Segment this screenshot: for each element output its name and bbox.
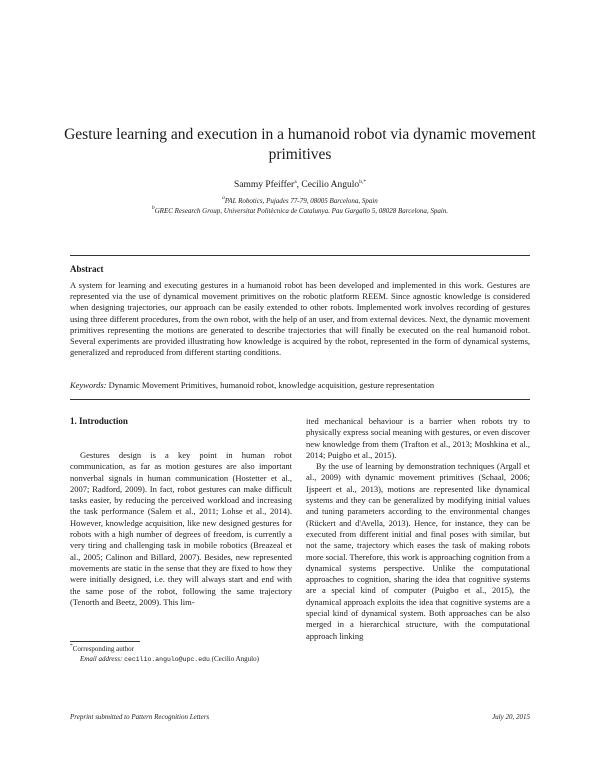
footnote-corresponding: [70, 645, 300, 655]
abstract-top-rule: [70, 255, 530, 256]
left-column: [70, 450, 292, 608]
abstract-bottom-rule: [70, 399, 530, 400]
affiliation-b-mark: b: [151, 205, 155, 211]
intro-paragraph-2: By the use of learning by demonstration techniques (Argall et al., 2009) with dynamic movement primitives (Schaal, 2006; Ijspeert et al., 2013), motions are represented like dynamical systems and they can be generalized by modifying initial values and tuning parameters according to the environmental changes (Rückert and d'Avella, 2013). Hence, for instance, they can be executed from different initial and final poses with similar, but not the same, trajectory which eases the task of making robots more social. Therefore, this work is approaching cognition from a dynamical systems perspective. Unlike the computational approaches to cognition, sharing the idea that cognitive systems are a special kind of computer (Puigbo et al., 2015), the dynamical approach exploits the idea that cognitive systems are a special kind of dynamical system. Both approaches can be also merged in a hierarchical structure, with the computational approach linking: [306, 461, 530, 641]
footnote-email: [80, 655, 310, 665]
footnote-corresponding-text: Corresponding author: [72, 645, 134, 653]
affiliation-a: [0, 197, 600, 205]
affiliation-b-text: GREC Research Group, Universitat Politècnica de Catalunya. Pau Gargallo 5, 08028 Barcelona, Spain.: [154, 207, 449, 215]
author-1: Sammy Pfeiffer: [233, 180, 295, 190]
right-column: [306, 416, 530, 642]
author-2-affil-mark: b,*: [359, 179, 367, 185]
footer-preprint: Preprint submitted to Pattern Recognition Letters: [70, 713, 210, 721]
author-2: Cecilio Angulo: [301, 180, 360, 190]
intro-paragraph-1-continued: ited mechanical behaviour is a barrier when robots try to physically express social meaning with gestures, or even discover new knowledge from them (Trafton et al., 2013; Moshkina et al., 2014; Puigbo et al., 2015).: [306, 416, 530, 460]
abstract-text: A system for learning and executing gestures in a humanoid robot has been developed and implemented in this work. Gestures are represented via the use of dynamical movement primitives on the robotic platform REEM. Since agnostic knowledge is considered when designing trajectories, our approach can be easily extended to other robots. Implemented work involves recording of gestures using three different procedures, from the own robot, with the help of an user, and from external devices. Next, the dynamic movement primitives representing the motions are generated to describe trajectories that will finally be executed on the real humanoid robot. Several experiments are provided illustrating how knowledge is acquired by the robot, represented in the form of dynamical systems, generalized and reproduced from different starting conditions.: [70, 280, 530, 358]
email-link[interactable]: cecilio.angulo@upc.edu: [124, 656, 210, 663]
footer-date: July 20, 2015: [492, 713, 530, 721]
keywords-label: Keywords:: [70, 380, 107, 390]
abstract-heading: Abstract: [70, 264, 104, 274]
affiliation-b: [0, 207, 600, 215]
footnote-mark: *: [70, 643, 73, 649]
intro-paragraph-1: Gestures design is a key point in human robot communication, as far as motion gestures are also important nonverbal signals in human communication (Hostetter et al., 2007; Radford, 2009). In fact, robot gestures can make difficult tasks easier, by reducing the perceived workload and increasing the task performance (Salem et al., 2011; Lohse et al., 2014). However, knowledge acquisition, like new designed gestures for robots with a high number of degrees of freedom, is currently a very tiring and challenging task in mobile robotics (Breazeal et al., 2005; Calinon and Billard, 2007). Besides, new represented movements are static in the sense that they are fixed to how they were initially designed, i.e. they will always start and end with the same pose of the robot, following the same trajectory (Tenorth and Beetz, 2009). This lim-: [70, 450, 292, 607]
author-separator: ,: [296, 180, 302, 190]
email-label: Email address:: [80, 655, 123, 663]
email-name: (Cecilio Angulo): [211, 655, 259, 663]
keywords-text: Dynamic Movement Primitives, humanoid robot, knowledge acquisition, gesture representation: [108, 380, 435, 390]
section-heading-introduction: 1. Introduction: [70, 416, 128, 426]
footnote-rule: [70, 641, 140, 642]
affiliation-a-text: PAL Robotics, Pujades 77-79, 08005 Barcelona, Spain: [224, 197, 378, 205]
keywords: [70, 380, 530, 390]
author-line: [0, 180, 600, 190]
paper-title: Gesture learning and execution in a humanoid robot via dynamic movement primitives: [64, 126, 536, 163]
author-1-affil-mark: a: [294, 179, 297, 185]
affiliation-a-mark: a: [222, 195, 225, 201]
